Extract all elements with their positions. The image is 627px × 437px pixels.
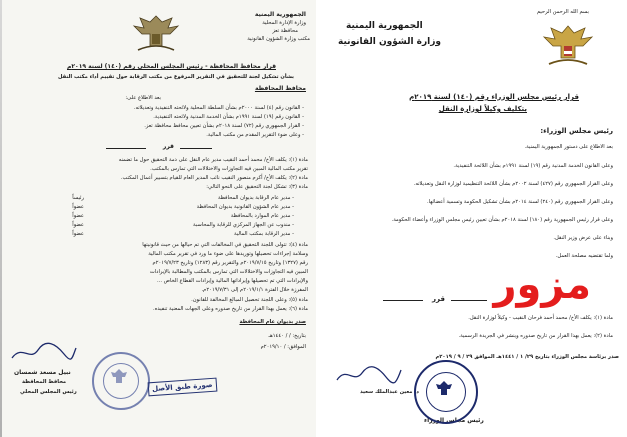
left-committee-member: - مندوب عن الجهاز المركزي للرقابة والمحاسبة [193, 222, 294, 228]
right-decision-rule [383, 300, 423, 301]
right-title: قرار رئيس مجلس الوزراء رقم (١٤٠) لسنة ٢٠١٩م [409, 93, 579, 101]
right-consideration: ولما تقتضيه مصلحة العمل. [555, 253, 613, 259]
right-consideration: وعلى القرار الجمهوري رقم (٢٤٠) لسنة ٢٠١٤م بشأن تشكيل الحكومة وتسمية أعضائها. [426, 199, 613, 205]
left-header-line-4: مكتب وزارة الشؤون القانونية [247, 36, 310, 42]
left-article: المبين فيه التجاوزات والاختلالات التي تمارس بالمكتب والمطالبة بالإيرادات [149, 269, 308, 275]
right-document [320, 0, 627, 437]
left-committee-role: رئيساً [72, 195, 84, 201]
right-basmala: بسم الله الرحمن الرحيم [536, 9, 589, 15]
certified-copy-stamp: صورة طبق الأصل [148, 378, 217, 397]
left-signature-title: رئيس المجلس المحلي [20, 389, 77, 395]
left-article: وسلامة إجراءات تحصيلها وتوريدها على ضوء ما ورد في تقرير مكتب المالية [148, 251, 308, 257]
left-header-line-1: الجمهورية اليمنية [254, 11, 306, 18]
left-committee-role: عضواً [72, 204, 84, 210]
left-article: مادة (٣): تشكل لجنة التحقيق على النحو التالي: [206, 184, 308, 190]
right-signature-name: د. معين عبدالملك سعيد [360, 389, 419, 395]
right-consideration: بعد الاطلاع على دستور الجمهورية اليمنية. [524, 144, 613, 150]
left-title: قرار محافظ المحافظة - رئيس المجلس المحلي رقم (١٤٠) لسنة ٢٠١٩م [66, 63, 276, 70]
left-date-hijri: بتاريخ: / / ١٤٤٠هـ [268, 333, 306, 339]
left-header-line-2: وزارة الإدارة المحلية [262, 20, 306, 26]
right-issued-line: صدر برئاسة مجلس الوزراء بتاريخ ٢٩/ ١ / ١٤٤١هـ الموافق ٢٩ / ٩ / ٢٠١٩م [435, 354, 619, 360]
left-committee-role: عضواً [72, 231, 84, 237]
left-signature-title: محافظ المحافظة [22, 379, 67, 385]
left-article: والإيرادات التي تم تحصيلها وإيراداتها المالية وإيرادات القطاع الخاص ... [157, 278, 308, 284]
right-article: مادة (٢): يعمل بهذا القرار من تاريخ صدوره وينشر في الجريدة الرسمية. [458, 333, 613, 339]
left-committee-member: - مدير عام الموارد بالمحافظة [230, 213, 294, 219]
right-consideration: وبناء على عرض وزير النقل. [553, 235, 613, 241]
left-date-gregorian: الموافق: / ٢٠١٩/١٠م [260, 344, 306, 350]
left-intro: بعد الاطلاع على: [125, 95, 161, 101]
left-consideration: - وعلى ضوء التقرير المقدم من مكتب المالية. [206, 132, 304, 138]
left-consideration: - القانون رقم (١٩) لسنة ١٩٩١م بشأن الخدمة المدنية ولائحته التنفيذية. [153, 114, 304, 120]
right-decision-word: قرر [432, 295, 445, 303]
left-subject: بشأن تشكيل لجنة للتحقيق في التقرير المرفوع من مكتب الرقابة حول تقييم أداء مكتب النقل [57, 74, 294, 80]
right-decision-rule [451, 300, 487, 301]
left-issued-at: صدر بديوان عام المحافظة [239, 319, 306, 325]
left-header-line-3: محافظة تعز [272, 28, 298, 34]
left-article: مادة (٥): وعلى اللجنة تحصيل المبالغ المخالفة للقانون. [191, 297, 308, 303]
right-header-ministry: وزارة الشؤون القانونية [338, 37, 442, 47]
left-decision-rule [180, 148, 212, 149]
right-header-republic: الجمهورية اليمنية [346, 21, 423, 31]
left-article: تقرير مكتب المالية المبين فيه التجاوزات والاختلالات التي تمارس بالمكتب. [150, 166, 308, 172]
left-consideration: - القانون رقم (٤) لسنة ٢٠٠٠م بشأن السلطة المحلية ولائحته التنفيذية وتعديلاته. [133, 105, 304, 111]
left-consideration: - القرار الجمهوري رقم (٧٢) لسنة ٢٠١٨م بشأن تعيين محافظ محافظة تعز. [144, 123, 304, 129]
stamp-eagle-icon [108, 367, 130, 389]
left-article: رقم (١٣٢٧) وتاريخ ٢٠١٩/٧/١٥م والتقرير رقم (١٢٨٣) وتاريخ ٢٠١٩/٧/٢٣م [152, 260, 308, 266]
yemen-eagle-emblem-icon [128, 12, 184, 56]
left-article: المفرزة خلال الفترة ٢٠١٩/١/١م إلى ٢٠١٩/٧/٣١م. [201, 287, 308, 293]
stamp-eagle-icon [433, 379, 455, 401]
left-decision-rule [106, 148, 146, 149]
forged-stamp-text: مزور [493, 262, 591, 308]
handwritten-signature-icon [8, 340, 78, 364]
right-signature-title: رئيس مجلس الوزراء [424, 417, 484, 424]
right-subject: بتكليف وكيلاً لوزارة النقل [438, 105, 527, 113]
left-article: مادة (٦): يعمل بهذا القرار من تاريخ صدوره وعلى الجهات المعنية تنفيذه. [153, 306, 308, 312]
left-decision-word: قرر [162, 143, 174, 150]
left-issuer: محافظ المحافظة [254, 85, 306, 92]
left-article: مادة (٤): تتولى اللجنة التحقيق في المخالفات التي تم حيالها من حيث قانونيتها [142, 242, 308, 248]
right-article: مادة (١): يكلف الأخ/ محمد أحمد فرحان النقيب - وكيلاً لوزارة النقل. [468, 315, 613, 321]
left-article: مادة (٢): يكلف الأخ/ أكرم منصور النقيب نائب المدير العام للقيام بتسيير أعمال المكتب. [120, 175, 308, 181]
handwritten-signature-icon [334, 364, 404, 388]
right-issuer: رئيس مجلس الوزراء: [540, 127, 613, 135]
left-committee-member: - مدير عام الشؤون القانونية بديوان المحافظة [196, 204, 294, 210]
left-committee-member: - مدير الرقابة بمكتب المالية [234, 231, 294, 237]
left-article: مادة (١): يكلف الأخ/ محمد أحمد النقيب مدير عام النقل على ذمة التحقيق حول ما تضمنه [118, 157, 308, 163]
left-signature-name: نبيل مسعد شمسان [14, 369, 71, 376]
left-committee-role: عضواً [72, 213, 84, 219]
right-consideration: وعلى القانون الخدمة المدنية رقم (١٩) لسنة ١٩٩١م بشأن اللائحة التنفيذية. [453, 163, 613, 169]
left-committee-member: - مدير عام الرقابة بديوان المحافظة [218, 195, 294, 201]
yemen-eagle-emblem-icon [539, 22, 597, 70]
right-consideration: وعلى القرار الجمهوري رقم (٤٢٧) لسنة ٢٠٠٢م بشأن اللائحة التنظيمية لوزارة النقل وتعديلاته. [413, 181, 613, 187]
left-committee-role: عضواً [72, 222, 84, 228]
right-consideration: وعلى قرار رئيس الجمهورية رقم (١٨٠) لسنة ٢٠١٨م بشأن تعيين رئيس مجلس الوزراء وأعضاء الحكومة. [391, 217, 613, 223]
scan-edge [0, 0, 2, 437]
